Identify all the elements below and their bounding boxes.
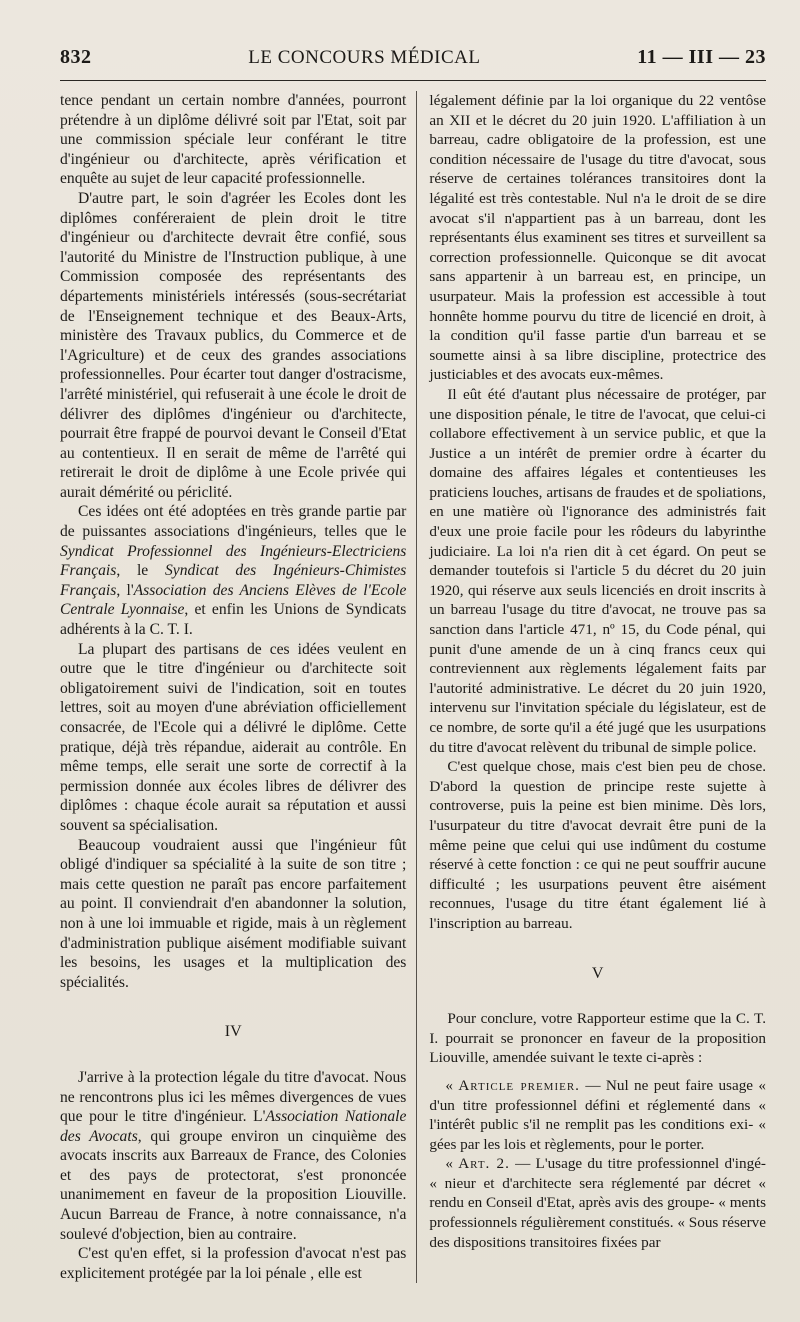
text-run: , qui groupe environ un cinquième des avocats inscrits aux Barreaux de France, des Colonies et des pays de protectorat, s'est prononcée unanimement en faveur de la proposition Liouville. Aucun Barreau de France, à notre connaissance, n'a soulevé d'objection, bien au contraire. [60,1127,407,1243]
section-heading-iv: IV [224,1023,242,1041]
text-run: Ces idées ont été adoptées en très grande partie par de puissantes associations d'ingénieurs, telles que le [60,503,407,541]
paragraph: C'est quelque chose, mais c'est bien peu de chose. D'abord la question de principe reste sujette à controverse, puis la peine est bien minime. Dès lors, l'usurpateur du titre d'avocat devrait être puni de la même peine que celui qui use indûment du costume réservé à cette fonction : ce qui ne peut souffrir aucune difficulté ; les usurpations peuvent être aisément reconnues, l'usage du titre étant également lié à l'inscription au barreau. [429,758,766,932]
organization-name: Syndicat des Ingénieurs-Chimistes Français [60,562,407,599]
paragraph [60,502,406,639]
paragraph: légalement définie par la loi organique du 22 ventôse an XII et le décret du 20 juin 1920. L'affiliation à un barreau, cadre obligatoire de la profession, est une condition nécessaire de l'usage du titre d'avocat, sous réserve de certaines tolérances transitoires dont la légalité est très contestable. Nul n'a le droit de se dire avocat s'il n'appartient pas à un barreau, dont les représentants élus examinent ses titres et surveillent sa correction professionnelle. Quiconque se dit avocat sans appartenir à un barreau est, en principe, un usurpateur. Mais la profession est accessible à tout honnête homme pourvu du titre de licencié en droit, à la condition qu'il fasse partie d'un barreau et se soumette ainsi à sa libre discipline, protectrice des justiciables et des avocats eux-mêmes. [429,92,766,384]
paragraph: tence pendant un certain nombre d'années, pourront prétendre à un diplôme délivré soit par l'Etat, soit par une commission spéciale leur conférant le titre d'ingénieur ou d'architecte, après vérification et enquête au sujet de leur capacité professionnelle. [60,92,407,188]
section-heading-v: V [591,964,604,982]
paragraph: C'est qu'en effet, si la profession d'avocat n'est pas explicitement protégée par la loi pénale , elle est [60,1245,407,1282]
paragraph [60,1068,406,1244]
paragraph: D'autre part, le soin d'agréer les Ecoles dont les diplômes conféreraient de plein droit le titre d'ingénieur ou d'architecte devrait être confié, sous l'autorité du Ministre de l'Instruction publique, à une Commission composée des représentants des départements ministériels intéressés (sous-secrétariat de l'Enseignement technique et des Beaux-Arts, ministère des Travaux publics, du Commerce et de l'Agriculture) et de ceux des grandes associations professionnelles. Pour écarter tout danger d'ostracisme, l'arrêté ministériel, qui refuserait à une école le droit de délivrer des diplômes d'ingénieur ou d'architecte, pourrait être frappé de pourvoi devant le Conseil d'Etat au contentieux. Il en serait de même de l'arrêté qui retirerait le droit de diplôme à une Ecole privée qui aurait démérité ou périclité. [60,189,407,501]
article-label: Article premier. [458,1076,580,1094]
article-2: « Art. 2. — L'usage du titre professionnel d'ingé- « nieur et d'architecte sera réglementé par décret « rendu en Conseil d'Etat, après avis des groupe- « ments professionnels régulièrement constitués. « Sous réserve des dispositions transitoires fixées par [429,1155,766,1251]
text-run: , le [116,562,165,580]
paragraph: Pour conclure, votre Rapporteur estime que la C. T. I. pourrait se prononcer en faveur de la proposition Liouville, amendée suivant le texte ci-après : [429,1010,766,1067]
text-run: , et enfin les Unions de Syndicats adhérents à la C. T. I. [60,601,407,639]
text-run: J'arrive à la protection légale du titre d'avocat. Nous ne rencontrons plus ici les mêmes divergences de vues que pour le titre d'ingénieur. L' [60,1068,407,1126]
text-run: , l' [116,581,134,599]
organization-name: Syndicat Professionnel des Ingénieurs-Electriciens Français [60,542,407,580]
left-column [60,91,417,1283]
article-label: Art. 2. [458,1155,510,1173]
journal-title: LE CONCOURS MÉDICAL [248,47,481,68]
article-1: « Article premier. — Nul ne peut faire usage « d'un titre professionnel défini et réglementé dans « l'intérêt public s'il ne remplit pas les conditions exi- « gées par les lois et règlements, pour le porter. [429,1076,766,1153]
organization-name: Association Nationale des Avocats [60,1108,407,1145]
article-text: — Nul ne peut faire usage « d'un titre professionnel défini et réglementé dans « l'intérêt public s'il ne remplit pas les conditions exi- « gées par les lois et règlements, pour le porter. [429,1076,766,1153]
text-columns [60,91,766,1283]
article-text: — L'usage du titre professionnel d'ingé- « nieur et d'architecte sera réglementé par décret « rendu en Conseil d'Etat, après avis des groupe- « ments professionnels régulièrement constitués. « Sous réserve des dispositions transitoires fixées par [429,1155,766,1251]
page-number: 832 [60,46,92,68]
issue-date: 11 — III — 23 [637,46,766,68]
paragraph: Beaucoup voudraient aussi que l'ingénieur fût obligé d'indiquer sa spécialité à la suite de son titre ; mais cette question ne paraît pas encore parfaitement au point. Il conviendrait d'en abandonner la solution, non à une loi immuable et rigide, mais à un règlement d'administration publique aisément modifiable suivant les besoins, les usages et la multiplication des spécialités. [60,836,407,991]
page-header [60,46,766,81]
paragraph: La plupart des partisans de ces idées veulent en outre que le titre d'ingénieur ou d'architecte soit obligatoirement suivi de l'indication, soit en toutes lettres, soit au moyen d'une abréviation officiellement consacrée, de l'Ecole qui a délivré le diplôme. Cette pratique, déjà très répandue, aiderait au contrôle. En même temps, elle serait une sorte de correctif à la permission donnée aux écoles libres de délivrer des diplômes : chaque école aurait sa réputation et aussi souvent sa spécialisation. [60,640,407,834]
right-column [417,91,766,1283]
organization-name: Association des Anciens Elèves de l'Ecole Centrale Lyonnaise [60,581,407,619]
paragraph: Il eût été d'autant plus nécessaire de protéger, par une disposition pénale, le titre de l'avocat, que celui-ci collabore effectivement à un service public, et que la Justice a un intérêt de premier ordre à écarter du domaine des affaires légales et contentieuses les praticiens louches, artisans de fraudes et de spoliations, en une matière où l'ignorance des administrés fait d'eux une proie facile pour les rôdeurs du labyrinthe judiciaire. La loi n'a rien dit à cet égard. On peut se demander toutefois si l'article 5 du décret du 20 juin 1920, qui réserve aux seuls licenciés en droit inscrits à un barreau l'usage du titre d'avocat, ne trouve pas sa sanction dans l'article 471, nº 15, du Code pénal, qui punit d'une amende de un à cinq francs ceux qui contreviennent aux règlements légalement faits par l'autorité administrative. Le décret du 20 juin 1920, intervenu sur l'invitation spéciale du législateur, est de ce nombre, de sorte qu'il a été jugé que les usurpations du titre d'avocat relèvent du tribunal de simple police. [429,385,766,756]
